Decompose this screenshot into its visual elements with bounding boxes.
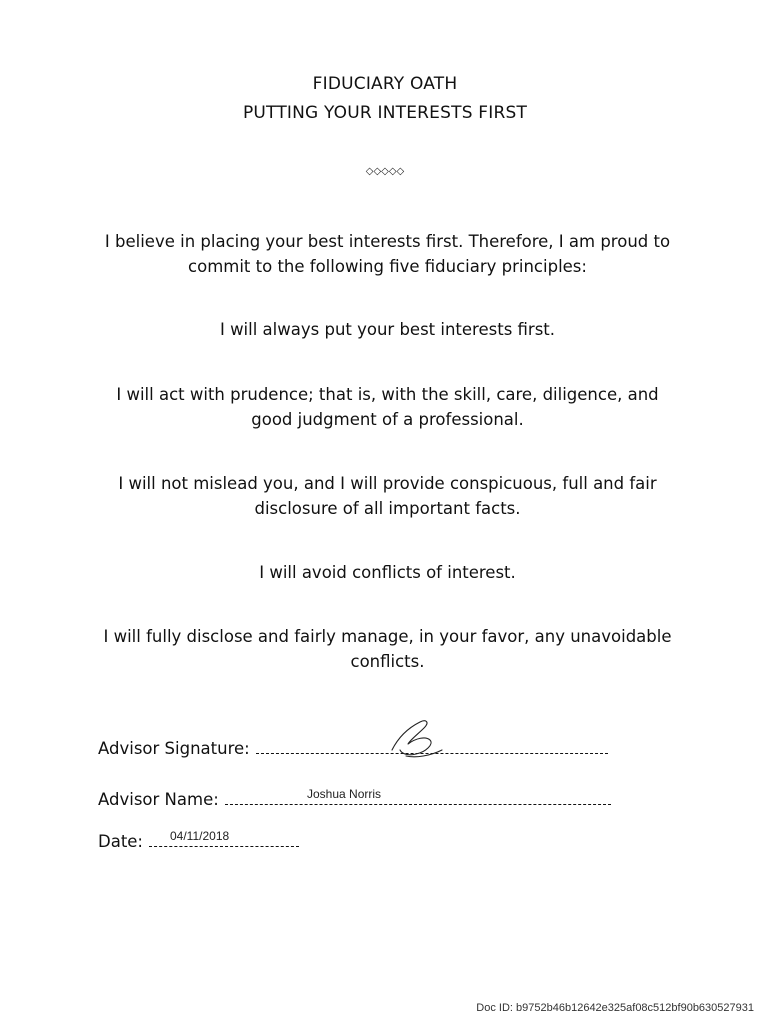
signature-label: Advisor Signature:: [98, 739, 250, 758]
name-label: Advisor Name:: [98, 790, 219, 809]
principle-5: I will fully disclose and fairly manage, in your favor, any unavoidable conflicts.: [103, 627, 672, 671]
date-label: Date:: [98, 832, 143, 851]
document-title: FIDUCIARY OATH: [312, 74, 458, 94]
principle-1: I will always put your best interests first.: [219, 320, 556, 339]
principle-4: I will avoid conflicts of interest.: [259, 563, 516, 582]
principle-3: I will not mislead you, and I will provide conspicuous, full and fair disclosure of all important facts.: [118, 474, 657, 518]
signature-row: [98, 739, 608, 758]
diamond-ornament-icon: ◇◇◇◇◇: [365, 166, 405, 177]
handwritten-signature: [386, 716, 446, 760]
intro-paragraph: I believe in placing your best interests first. Therefore, I am proud to commit to the following five fiduciary principles:: [104, 232, 671, 276]
name-line[interactable]: [225, 802, 611, 805]
principle-2: I will act with prudence; that is, with the skill, care, diligence, and good judgment of a professional.: [116, 385, 659, 429]
document-subtitle: PUTTING YOUR INTERESTS FIRST: [242, 103, 528, 123]
date-line[interactable]: [149, 844, 299, 847]
doc-id: Doc ID: b9752b46b12642e325af08c512bf90b630527931: [476, 1002, 754, 1014]
date-value[interactable]: 04/11/2018: [170, 829, 230, 843]
advisor-name-value[interactable]: Joshua Norris: [307, 787, 382, 801]
